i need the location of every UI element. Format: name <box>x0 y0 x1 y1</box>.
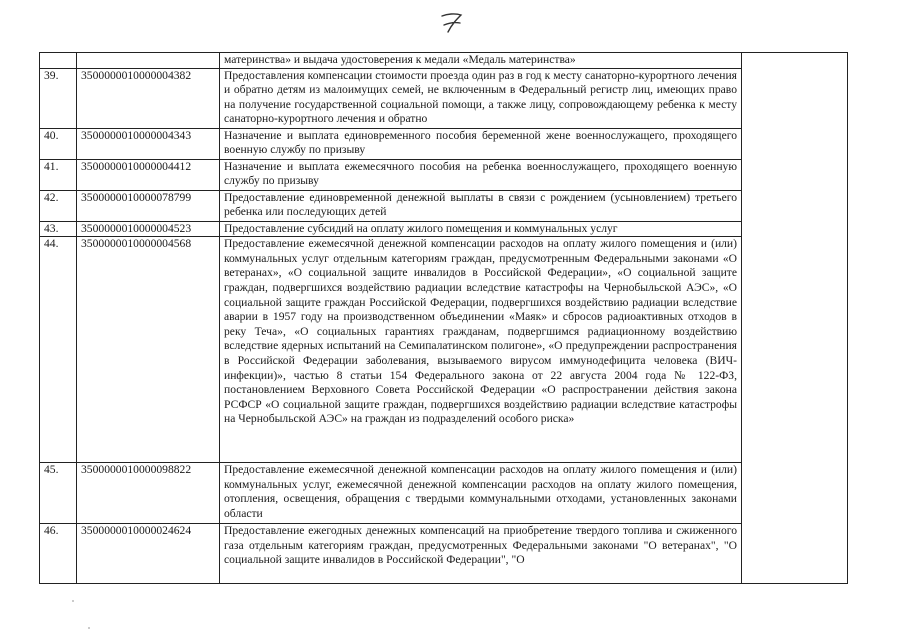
service-code: 3500000010000078799 <box>77 190 220 221</box>
service-name: материнства» и выдача удостоверения к медали «Медаль материнства» <box>220 53 742 69</box>
service-name: Предоставление единовременной денежной выплаты в связи с рождением (усыновлением) третьего ребенка или последующих детей <box>220 190 742 221</box>
service-name: Предоставление ежемесячной денежной компенсации расходов на оплату жилого помещения и (или) коммунальных услуг отдельным категориям граждан, предусмотренным Федеральными законами «О ветеранах», «О социальной защите инвалидов в Российской Федерации», «О социальной защите граждан, подвергшихся воздействию радиации вследствие катастрофы на Чернобыльской АЭС», «О социальной защите граждан Российской Федерации, подвергшихся воздействию радиации вследствие аварии в 1957 году на производственном объединении «Маяк» и сбросов радиоактивных отходов в реку Теча», «О социальных гарантиях гражданам, подвергшимся радиационному воздействию вследствие ядерных испытаний на Семипалатинском полигоне», «О предупреждении распространения в Российской Федерации заболевания, вызываемого вирусом иммунодефицита человека (ВИЧ-инфекции)», частью 8 статьи 154 Федерального закона от 22 августа 2004 года № 122-ФЗ, постановлением Верховного Совета Российской Федерации «О распространении действия закона РСФСР «О социальной защите граждан, подвергшихся воздействию радиации вследствие катастрофы на Чернобыльской АЭС» на граждан из подразделений особого риска» <box>220 237 742 463</box>
service-code: 3500000010000004382 <box>77 68 220 128</box>
table-row <box>40 237 848 463</box>
table-row <box>40 53 848 69</box>
service-name: Назначение и выплата ежемесячного пособия на ребенка военнослужащего, проходящего военную службу по призыву <box>220 159 742 190</box>
service-name: Предоставление ежемесячной денежной компенсации расходов на оплату жилого помещения и (или) коммунальных услуг, ежемесячной денежной компенсации расходов на оплату жилого помещения, отопления, освещения, обращения с твердыми коммунальными отходами, установленных законами области <box>220 463 742 524</box>
service-name: Предоставление ежегодных денежных компенсаций на приобретение твердого топлива и сжиженного газа отдельным категориям граждан, предусмотренных Федеральными законами "О ветеранах", "О социальной защите инвалидов в Российской Федерации", "О <box>220 524 742 584</box>
scan-speck <box>88 627 90 629</box>
service-code: 3500000010000004523 <box>77 221 220 237</box>
table-row <box>40 68 848 128</box>
table-row <box>40 221 848 237</box>
service-name: Предоставление субсидий на оплату жилого помещения и коммунальных услуг <box>220 221 742 237</box>
table-row <box>40 128 848 159</box>
handwritten-page-number <box>437 8 467 38</box>
row-number: 39. <box>40 68 77 128</box>
service-code <box>77 53 220 69</box>
row-number: 43. <box>40 221 77 237</box>
empty-cell <box>742 53 848 584</box>
row-number <box>40 53 77 69</box>
row-number: 45. <box>40 463 77 524</box>
scan-speck <box>72 600 74 602</box>
service-code: 3500000010000024624 <box>77 524 220 584</box>
service-name: Предоставления компенсации стоимости проезда один раз в год к месту санаторно-курортного лечения и обратно детям из малоимущих семей, не включенным в Федеральный регистр лиц, имеющих право на получение государственной социальной помощи, а также лицу, сопровождающему ребенка к месту санаторно-курортного лечения и обратно <box>220 68 742 128</box>
services-table <box>39 52 848 584</box>
table-row <box>40 159 848 190</box>
services-table-body <box>40 53 848 584</box>
row-number: 46. <box>40 524 77 584</box>
row-number: 44. <box>40 237 77 463</box>
table-row <box>40 463 848 524</box>
service-code: 3500000010000004568 <box>77 237 220 463</box>
row-number: 40. <box>40 128 77 159</box>
service-code: 3500000010000004412 <box>77 159 220 190</box>
row-number: 42. <box>40 190 77 221</box>
table-row <box>40 524 848 584</box>
row-number: 41. <box>40 159 77 190</box>
service-name: Назначение и выплата единовременного пособия беременной жене военнослужащего, проходящего военную службу по призыву <box>220 128 742 159</box>
service-code: 3500000010000098822 <box>77 463 220 524</box>
table-row <box>40 190 848 221</box>
service-code: 3500000010000004343 <box>77 128 220 159</box>
